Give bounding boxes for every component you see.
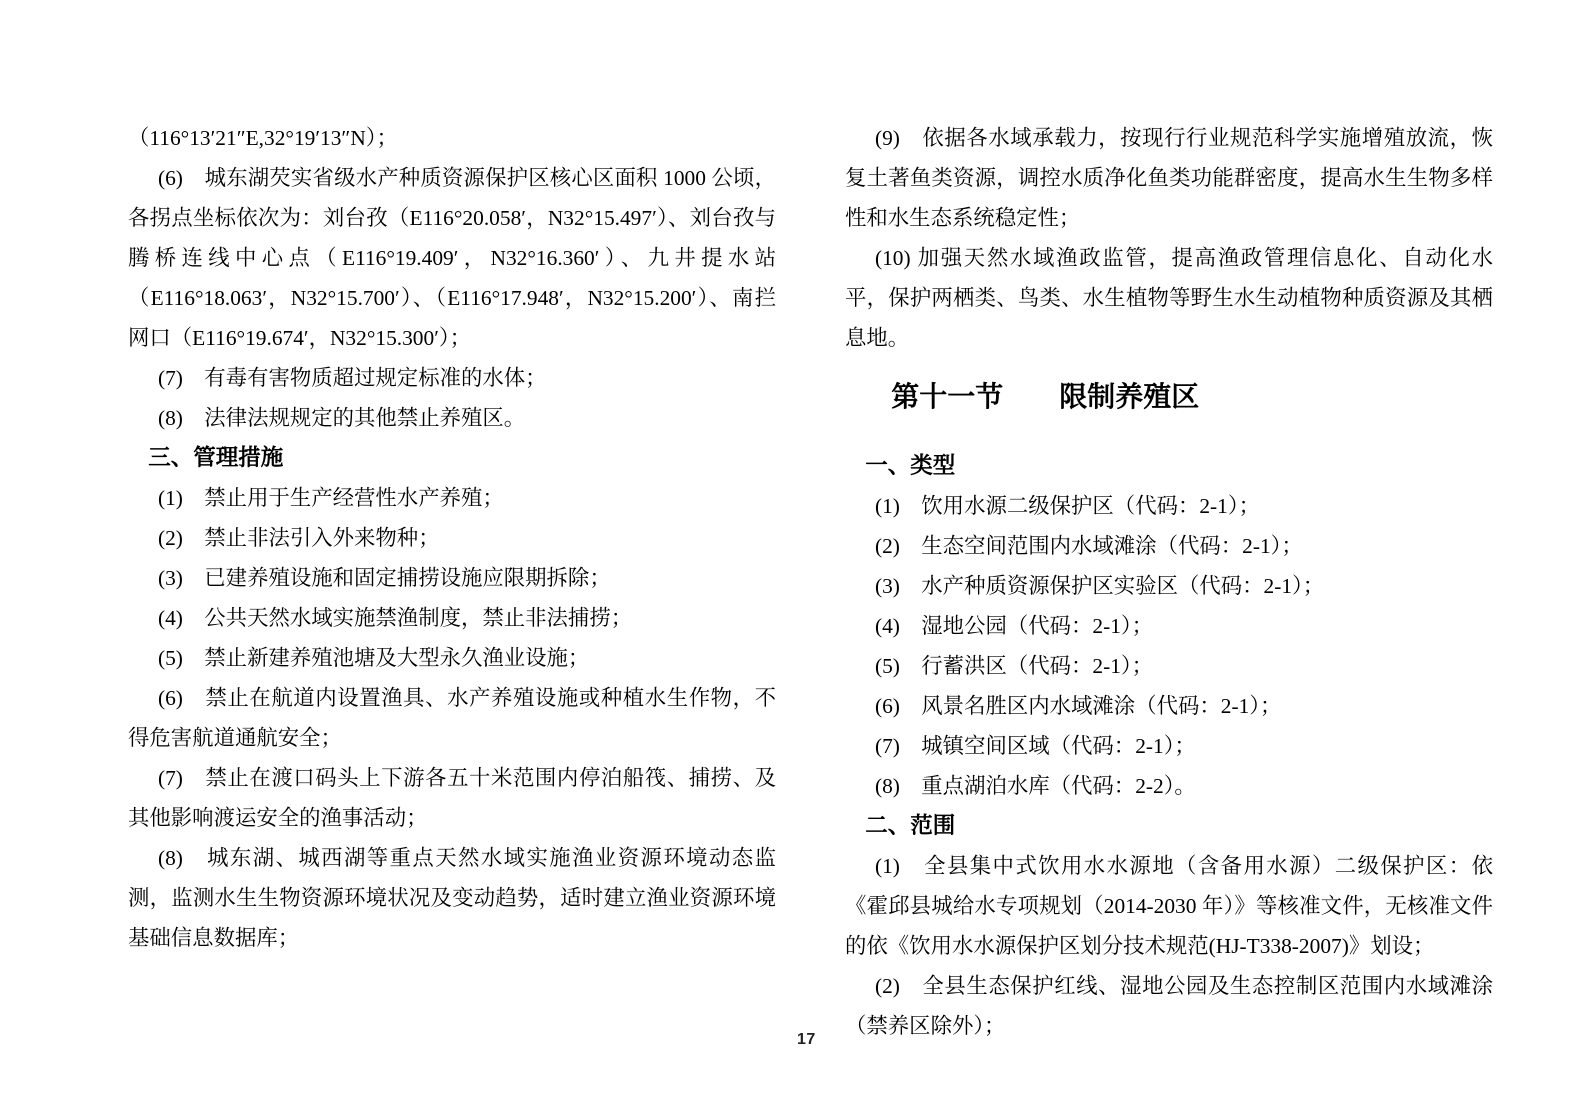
heading-scope: 二、范围 bbox=[865, 813, 956, 838]
prohibited-zone-item-7: (7) 有毒有害物质超过规定标准的水体； bbox=[157, 366, 547, 390]
type-item-2: (2) 生态空间范围内水域滩涂（代码：2-1）； bbox=[874, 534, 1303, 558]
heading-management-measures: 三、管理措施 bbox=[148, 445, 284, 470]
type-item-5: (5) 行蓄洪区（代码：2-1）； bbox=[874, 654, 1154, 678]
measure-item-6: (6) 禁止在航道内设置渔具、水产养殖设施或种植水生作物，不得危害航道通航安全； bbox=[128, 686, 776, 750]
scope-item-1: (1) 全县集中式饮用水水源地（含备用水源）二级保护区：依《霍邱县城给水专项规划（2014-2030 年）》等核准文件，无核准文件的依《饮用水水源保护区划分技术规范(HJ-T338-2007)》划设； bbox=[845, 854, 1493, 958]
measure-item-3: (3) 已建养殖设施和固定捕捞设施应限期拆除； bbox=[157, 566, 611, 590]
measure-item-1: (1) 禁止用于生产经营性水产养殖； bbox=[157, 486, 504, 510]
prohibited-zone-item-8: (8) 法律法规规定的其他禁止养殖区。 bbox=[157, 406, 526, 430]
type-item-4: (4) 湿地公园（代码：2-1）； bbox=[874, 614, 1154, 638]
prohibited-zone-item-6: (6) 城东湖芡实省级水产种质资源保护区核心区面积 1000 公顷，各拐点坐标依次为：刘台孜（E116°20.058′，N32°15.497′）、刘台孜与腾桥连线中心点（E116°19.409′，N32°16.360′）、九井提水站（E116°18.063′，N32°15.700′）、（E116°17.948′，N32°15.200′）、南拦网口（E116°19.674′，N32°15.300′）； bbox=[128, 166, 776, 350]
measure-item-9: (9) 依据各水域承载力，按现行行业规范科学实施增殖放流，恢复土著鱼类资源，调控水质净化鱼类功能群密度，提高水生生物多样性和水生态系统稳定性； bbox=[845, 126, 1493, 230]
right-column bbox=[845, 118, 1493, 1046]
measure-item-7: (7) 禁止在渡口码头上下游各五十米范围内停泊船筏、捕捞、及其他影响渡运安全的渔事活动； bbox=[128, 766, 776, 830]
measure-item-4: (4) 公共天然水域实施禁渔制度，禁止非法捕捞； bbox=[157, 606, 633, 630]
type-item-1: (1) 饮用水源二级保护区（代码：2-1）； bbox=[874, 494, 1260, 518]
measure-item-5: (5) 禁止新建养殖池塘及大型永久渔业设施； bbox=[157, 646, 590, 670]
heading-section-11-restricted-zone: 第十一节 限制养殖区 bbox=[891, 382, 1200, 413]
coords-continuation-line: （116°13′21″E,32°19′13″N）； bbox=[128, 126, 398, 150]
left-column bbox=[128, 118, 776, 958]
type-item-3: (3) 水产种质资源保护区实验区（代码：2-1）； bbox=[874, 574, 1325, 598]
page-number: 17 bbox=[797, 1031, 816, 1048]
type-item-7: (7) 城镇空间区域（代码：2-1）； bbox=[874, 734, 1196, 758]
type-item-6: (6) 风景名胜区内水域滩涂（代码：2-1）； bbox=[874, 694, 1282, 718]
heading-type: 一、类型 bbox=[865, 453, 956, 478]
measure-item-10: (10) 加强天然水域渔政监管，提高渔政管理信息化、自动化水平，保护两栖类、鸟类、水生植物等野生水生动植物种质资源及其栖息地。 bbox=[845, 246, 1493, 350]
scope-item-2: (2) 全县生态保护红线、湿地公园及生态控制区范围内水域滩涂（禁养区除外）； bbox=[845, 974, 1493, 1038]
type-item-8: (8) 重点湖泊水库（代码：2-2）。 bbox=[874, 774, 1196, 798]
measure-item-2: (2) 禁止非法引入外来物种； bbox=[157, 526, 440, 550]
measure-item-8: (8) 城东湖、城西湖等重点天然水域实施渔业资源环境动态监测，监测水生生物资源环境状况及变动趋势，适时建立渔业资源环境基础信息数据库； bbox=[128, 846, 776, 950]
